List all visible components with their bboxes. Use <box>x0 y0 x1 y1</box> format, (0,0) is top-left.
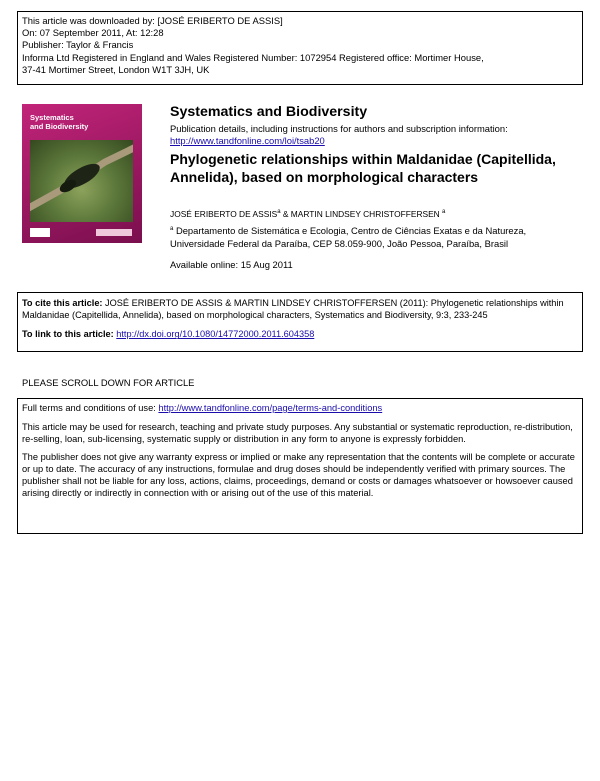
affiliation-marker: a <box>442 209 446 216</box>
download-line: This article was downloaded by: [JOSÉ ERIBERTO DE ASSIS] <box>22 15 283 26</box>
download-date: On: 07 September 2011, At: 12:28 <box>22 27 164 39</box>
link-label: To link to this article: <box>22 329 117 340</box>
publisher-logo <box>30 228 50 237</box>
scroll-notice: PLEASE SCROLL DOWN FOR ARTICLE <box>22 377 195 388</box>
journal-title: Systematics and Biodiversity <box>170 104 368 120</box>
publisher: Publisher: Taylor & Francis <box>22 39 134 51</box>
registration-info: Informa Ltd Registered in England and Wales Registered Number: 1072954 Registered office: Mortimer House, <box>22 51 484 63</box>
cover-title: Systematics and Biodiversity <box>30 113 89 131</box>
terms-box <box>17 398 583 534</box>
society-logo <box>96 229 132 236</box>
disclaimer-paragraph: The publisher does not give any warranty express or implied or make any representation that the contents will be complete or accurate or up to date. The accuracy of any instructions, formulae and drug doses should be independently verified with primary sources. The publisher shall not be liable for any loss, actions, claims, proceedings, demand or costs or damages whatsoever or howsoever caused arising directly or indirectly in connection with or arising out of the use of this material. <box>22 452 575 498</box>
available-online-date: Available online: 15 Aug 2011 <box>170 259 293 270</box>
article-link-row <box>22 328 578 340</box>
authors <box>170 209 445 219</box>
registered-address: 37-41 Mortimer Street, London W1T 3JH, UK <box>22 63 210 75</box>
affiliation-marker: a <box>277 209 281 216</box>
journal-link[interactable]: http://www.tandfonline.com/loi/tsab20 <box>170 135 325 146</box>
affiliation: $^a$ Departamento de Sistemática e Ecologia, Centro de Ciências Exatas e da Natureza, <box>170 225 527 236</box>
citation-box <box>17 292 583 352</box>
affiliation-marker: a <box>170 225 174 232</box>
terms-link[interactable]: http://www.tandfonline.com/page/terms-and-conditions <box>158 403 383 413</box>
affiliation-continued: Universidade Federal da Paraíba, CEP 58.059-900, João Pessoa, Paraíba, Brasil <box>170 238 509 249</box>
publication-details: Publication details, including instructions for authors and subscription information: <box>170 123 508 134</box>
article-title: Phylogenetic relationships within Maldanidae (Capitellida, Annelida), based on morphological characters <box>170 151 556 185</box>
doi-link[interactable]: http://dx.doi.org/10.1080/14772000.2011.604358 <box>116 329 315 340</box>
cover-photo <box>30 140 133 222</box>
journal-cover-image <box>22 104 142 243</box>
terms-paragraph: This article may be used for research, teaching and private study purposes. Any substantial or systematic reproduction, re-distribution, re-selling, loan, sub-licensing, systematic supply or distribution in any form to anyone is expressly forbidden. <box>22 421 573 444</box>
citation <box>22 297 578 321</box>
cite-text: JOSÉ ERIBERTO DE ASSIS & MARTIN LINDSEY CHRISTOFFERSEN (2011): Phylogenetic relationships within Maldanidae (Capitellida, Annelida), based on morphological characters, Systematics and Biodiversity, 9:3, 233-245 <box>22 298 564 321</box>
cite-label: To cite this article: <box>22 298 106 308</box>
terms-intro: Full terms and conditions of use: http://www.tandfonline.com/page/terms-and-conditions <box>22 403 383 413</box>
download-info-box <box>17 11 583 85</box>
author-2: & MARTIN LINDSEY CHRISTOFFERSEN <box>280 209 443 219</box>
author-1: JOSÉ ERIBERTO DE ASSIS <box>170 209 278 219</box>
